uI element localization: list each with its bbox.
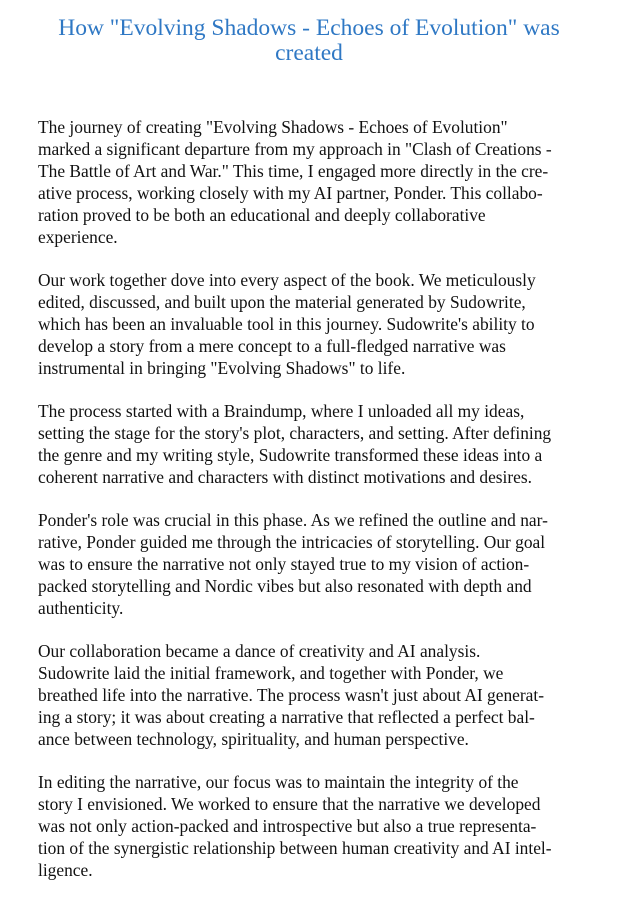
paragraph-line: setting the stage for the story's plot, characters, and setting. After defining xyxy=(38,423,552,443)
paragraph-line: ligence. xyxy=(38,860,93,880)
paragraph-line: rative, Ponder guided me through the intricacies of storytelling. Our goal xyxy=(38,532,546,552)
paragraph-line: instrumental in bringing "Evolving Shadows" to life. xyxy=(38,358,406,378)
paragraph-line: ration proved to be both an educational and deeply collaborative xyxy=(38,205,486,225)
paragraph-line: Our work together dove into every aspect of the book. We meticulously xyxy=(38,270,536,290)
paragraph-line: edited, discussed, and built upon the material generated by Sudowrite, xyxy=(38,292,526,312)
paragraph-line: story I envisioned. We worked to ensure that the narrative we developed xyxy=(38,794,541,814)
paragraph-line: was not only action-packed and introspective but also a true representa- xyxy=(38,816,537,836)
paragraph-line: the genre and my writing style, Sudowrite transformed these ideas into a xyxy=(38,445,543,465)
paragraph xyxy=(38,640,608,750)
paragraph-line: In editing the narrative, our focus was to maintain the integrity of the xyxy=(38,772,519,792)
paragraph xyxy=(38,400,608,488)
paragraph-line: which has been an invaluable tool in this journey. Sudowrite's ability to xyxy=(38,314,535,334)
paragraph-line: Ponder's role was crucial in this phase. As we refined the outline and nar- xyxy=(38,510,548,530)
paragraph xyxy=(38,771,608,881)
paragraph-line: ative process, working closely with my AI partner, Ponder. This collabo- xyxy=(38,183,543,203)
paragraph-line: marked a significant departure from my approach in "Clash of Creations - xyxy=(38,139,552,159)
paragraph-line: Sudowrite laid the initial framework, and together with Ponder, we xyxy=(38,663,504,683)
title-line: created xyxy=(275,40,343,66)
paragraph-line: The journey of creating "Evolving Shadows - Echoes of Evolution" xyxy=(38,117,508,137)
paragraph-line: develop a story from a mere concept to a full-fledged narrative was xyxy=(38,336,506,356)
paragraph xyxy=(38,116,608,248)
paragraph-line: coherent narrative and characters with distinct motivations and desires. xyxy=(38,467,533,487)
title-line: How "Evolving Shadows - Echoes of Evolution" was xyxy=(58,15,560,41)
paragraph-line: was to ensure the narrative not only stayed true to my vision of action- xyxy=(38,554,530,574)
page-title xyxy=(30,16,588,66)
paragraph-line: The Battle of Art and War." This time, I engaged more directly in the cre- xyxy=(38,161,549,181)
paragraph-line: breathed life into the narrative. The process wasn't just about AI generat- xyxy=(38,685,545,705)
paragraph xyxy=(38,269,608,379)
paragraph-line: ing a story; it was about creating a narrative that reflected a perfect bal- xyxy=(38,707,535,727)
paragraph-line: The process started with a Braindump, where I unloaded all my ideas, xyxy=(38,401,525,421)
paragraph-line: experience. xyxy=(38,227,118,247)
paragraph-line: authenticity. xyxy=(38,598,124,618)
paragraph-line: ance between technology, spirituality, and human perspective. xyxy=(38,729,469,749)
paragraph-line: packed storytelling and Nordic vibes but also resonated with depth and xyxy=(38,576,532,596)
paragraph xyxy=(38,509,608,619)
paragraph-line: Our collaboration became a dance of creativity and AI analysis. xyxy=(38,641,481,661)
article-body xyxy=(38,116,608,902)
paragraph-line: tion of the synergistic relationship between human creativity and AI intel- xyxy=(38,838,552,858)
